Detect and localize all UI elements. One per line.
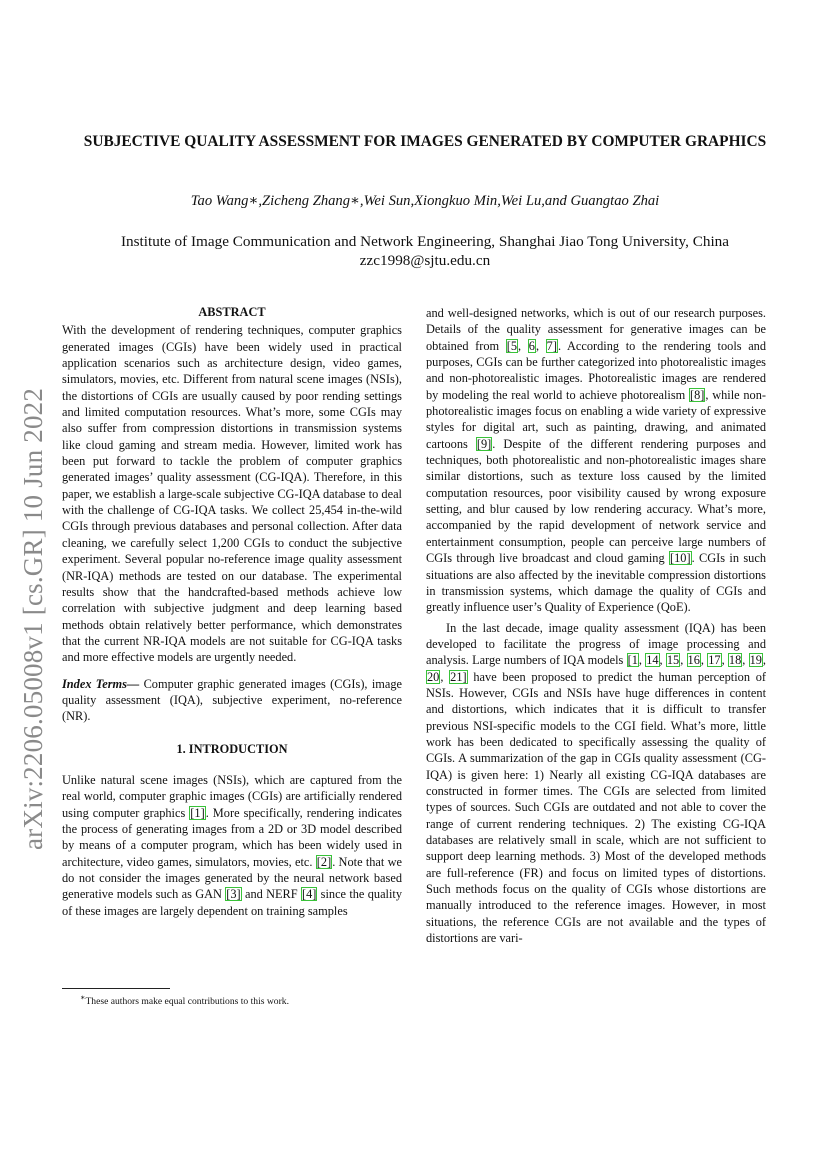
affiliation-block: [70, 232, 780, 270]
body-text: and well-designed networks, which is out of our research purposes. Details of the quality assessment for generative images can be obtained from: [426, 306, 766, 353]
introduction-paragraph: [62, 772, 402, 919]
abstract-text: With the development of rendering techniques, computer graphics generated images (CGIs) have been widely used in practical application scenarios such as architecture design, video games, simulators, movies, etc. Different from natural scene images (NSIs), the distortions of CGIs are usually caused by poor rending settings and limited computation resources. What’s more, some CGIs may also suffer from compression distortions in transmission systems like cloud gaming and stream media. However, limited work has been put forward to tackle the problem of computer graphics generated images’ quality assessment (CG-IQA). Therefore, in this paper, we establish a large-scale subjective CG-IQA database to deal with the challenge of CG-IQA tasks. We collect 25,454 in-the-wild CGIs through previous databases and personal collection. After data cleaning, we carefully select 1,200 CGIs to conduct the subjective experiment. Several popular no-reference image quality assessment (NR-IQA) methods are tested on our database. The experimental results show that the handcrafted-based methods achieve low correlation with subjective judgment and deep learning based methods obtain relatively better performance, which demonstrates that the current NR-IQA models are not suitable for CG-IQA tasks and more effective models are urgently needed.: [62, 323, 402, 665]
citation-link[interactable]: [2]: [316, 854, 332, 869]
citation-link[interactable]: 6: [528, 338, 535, 353]
citation-link[interactable]: 17: [708, 653, 721, 668]
citation-link[interactable]: [9]: [476, 436, 492, 451]
arxiv-identifier: arXiv:2206.05008v1 [cs.GR] 10 Jun 2022: [18, 387, 48, 850]
citation-link[interactable]: 14: [646, 653, 659, 668]
footnote: [62, 993, 289, 1007]
citation-link[interactable]: 21]: [450, 669, 467, 684]
citation-link[interactable]: 15: [666, 653, 680, 668]
paper-title: SUBJECTIVE QUALITY ASSESSMENT FOR IMAGES GENERATED BY COMPUTER GRAPHICS: [83, 133, 767, 150]
footnote-text: These authors make equal contributions to this work.: [85, 996, 289, 1008]
intro-text: since the quality of these images are largely dependent on training samples: [62, 887, 403, 918]
body-text: . Despite of the different rendering purposes and techniques, both photorealistic and non-photorealistic images share similar distortions, such as texture loss caused by the limited computation resources, poor visibility caused by wrong exposure setting, and blur caused by low rendering accuracy. What’s more, accompanied by the rapid development of network service and entertainment consumption, people can perceive large numbers of CGIs through live broadcast and cloud gaming: [426, 436, 767, 566]
body-paragraph: and well-designed networks, which is out of our research purposes. Details of the quality assessment for generative images can be obtained from [5, 6, 7]. According to the rendering tools and purposes, CGIs can be further categorized into photorealistic images and non-photorealistic images. Photorealistic images are rendered by modeling the real world to achieve photorealism [8], while non-photorealistic images focus on enabling a wide variety of expressive styles for digital art, such as painting, drawing, and animated cartoons [9]. Despite of the different rendering purposes and techniques, both photorealistic and non-photorealistic images share similar distortions, such as texture loss caused by the limited computation resources, poor visibility caused by wrong exposure setting, and blur caused by low rendering accuracy. What’s more, accompanied by the rapid development of network service and entertainment consumption, people can perceive large numbers of CGIs through live broadcast and cloud gaming [10]. CGIs in such situations are also affected by the inevitable compression distortions in transmission systems, which damage the quality of CGIs and greatly influence user’s Quality of Experience (QoE).: [426, 306, 767, 615]
citation-link[interactable]: [1: [627, 653, 638, 668]
index-terms-label: Index Terms—: [62, 676, 140, 691]
body-paragraph: In the last decade, image quality assessment (IQA) has been developed to facilitate the progress of image processing and analysis. Large numbers of IQA models [1, 14, 15, 16, 17, 18, 19, 20, 21] have been proposed to predict the human perception of NSIs. However, CGIs and NSIs have huge differences in content and distortions, which indicates that it is difficult to transfer previous NSI-specific models to the CGI field. What’s more, little work has been dedicated to specifically assessing the quality of CGIs. A summarization of the gap in CGIs quality assessment (CG-IQA) is given here: 1) Nearly all existing CG-IQA databases are constructed in former times. The CGIs are selected from limited types of sources. Such CGIs are outdated and not able to cover the range of current rendering techniques. 2) The existing CG-IQA databases are relatively small in scale, which are not sufficient to support deep learning methods. 3) Most of the developed methods are full-reference (FR) and focus on limited types of distortions. Such methods focus on the quality of CGIs whose distortions are manually introduced to the reference images. However, in most situations, the reference CGIs are not available and the types of distortions are vari-: [426, 620, 767, 946]
body-text: . According to the rendering tools and purposes, CGIs can be further categorized into photorealistic images and non-photorealistic images. Photorealistic images are rendered by modeling the real world to achieve photorealism: [426, 338, 767, 402]
abstract-heading: ABSTRACT: [198, 305, 266, 319]
intro-text: and NERF: [241, 887, 301, 902]
right-column: [426, 305, 766, 946]
contact-email[interactable]: zzc1998@sjtu.edu.cn: [359, 252, 491, 269]
body-text: In the last decade, image quality assessment (IQA) has been developed to facilitate the progress of image processing and analysis. Large numbers of IQA models: [426, 620, 766, 668]
citation-link[interactable]: [4]: [301, 887, 317, 902]
citation-link[interactable]: [5: [506, 338, 518, 353]
citation-link[interactable]: 20: [427, 669, 440, 684]
affiliation: Institute of Image Communication and Network Engineering, Shanghai Jiao Tong University, China: [120, 233, 729, 250]
introduction-heading: 1. INTRODUCTION: [176, 741, 288, 756]
citation-link[interactable]: 16: [687, 653, 700, 668]
intro-text: . Note that we do not consider the images generated by the neural network based generative models such as GAN: [62, 854, 403, 902]
citation-link[interactable]: 19: [749, 653, 762, 668]
footnote-divider: [62, 988, 170, 989]
citation-link[interactable]: [1]: [190, 805, 205, 820]
index-terms-text: Computer graphic generated images (CGIs), image quality assessment (IQA), subjective experiment, no-reference (NR).: [62, 676, 402, 724]
body-text: . CGIs in such situations are also affected by the inevitable compression distortions in transmission systems, which damage the quality of CGIs and greatly influence user’s Quality of Experience (QoE).: [426, 551, 767, 615]
body-text: have been proposed to predict the human perception of NSIs. However, CGIs and NSIs have huge differences in content and distortions, which indicates that it is difficult to transfer previous NSI-specific models to the CGI field. What’s more, little work has been dedicated to specifically assessing the quality of CGIs. A summarization of the gap in CGIs quality assessment (CG-IQA) is given here: 1) Nearly all existing CG-IQA databases are constructed in former times. The CGIs are selected from limited types of sources. Such CGIs are outdated and not able to cover the range of current rendering techniques. 2) The existing CG-IQA databases are relatively small in scale, which are not sufficient to support deep learning methods. 3) Most of the developed methods are full-reference (FR) and focus on limited types of distortions. Such methods focus on the quality of CGIs whose distortions are manually introduced to the reference images. However, in most situations, the reference CGIs are not available and the types of distortions are vari-: [426, 669, 767, 946]
citation-link[interactable]: [3]: [226, 887, 241, 902]
citation-link[interactable]: [10]: [670, 551, 691, 566]
intro-text: . More specifically, rendering indicates the process of generating images from a 2D or 3D model described by means of a computer program, which has been widely used in architecture, video games, simulators, movies, etc.: [62, 805, 402, 869]
citation-link[interactable]: [8]: [689, 387, 705, 402]
footnote-marker: ∗: [80, 993, 86, 1002]
citation-link[interactable]: 7]: [546, 338, 557, 353]
author-list: Tao Wang∗,Zicheng Zhang∗,Wei Sun,Xiongkuo Min,Wei Lu,and Guangtao Zhai: [190, 193, 660, 209]
index-terms: [62, 676, 402, 725]
body-text: , while non-photorealistic images focus on enabling a wide variety of expressive styles for digital art, such as painting, drawing, and animated cartoons: [426, 387, 766, 451]
citation-link[interactable]: 18: [728, 653, 742, 668]
intro-text: Unlike natural scene images (NSIs), which are captured from the real world, computer graphic images (CGIs) are artificially rendered using computer graphics: [62, 772, 402, 820]
left-column: [62, 304, 402, 919]
